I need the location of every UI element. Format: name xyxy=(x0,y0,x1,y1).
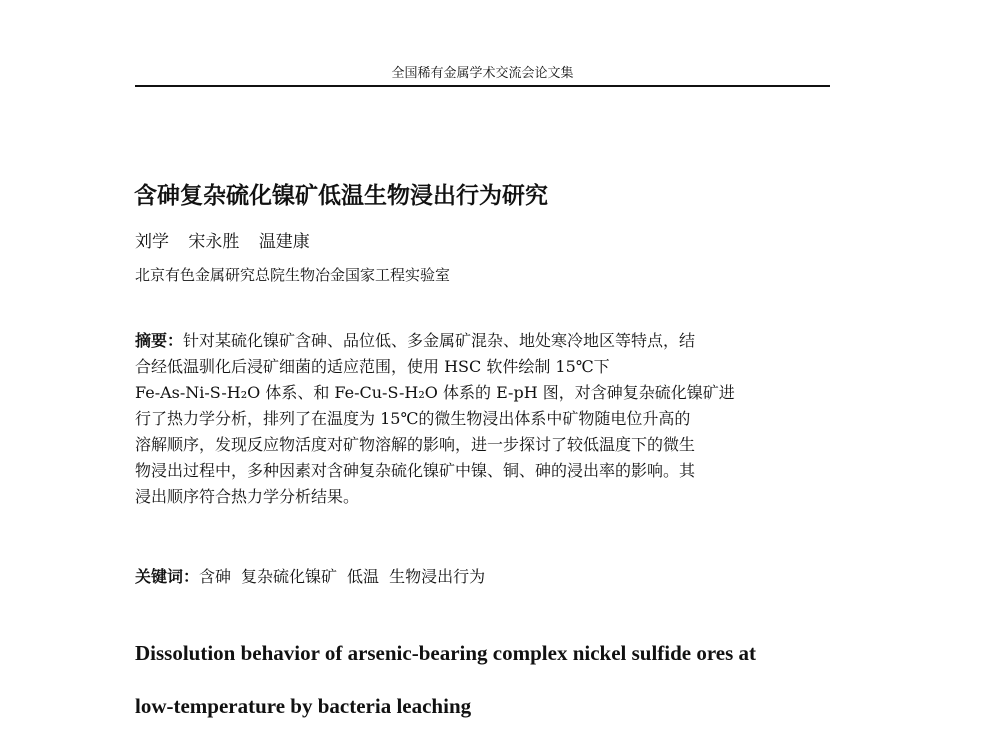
keywords xyxy=(135,566,495,588)
chinese-title: 含砷复杂硫化镍矿低温生物浸出行为研究 xyxy=(134,183,548,209)
abstract xyxy=(135,328,830,510)
english-title xyxy=(135,640,855,719)
abstract-line-text: 针对某硫化镍矿含砷、品位低、多金属矿混杂、地处寒冷地区等特点，结 xyxy=(183,331,696,350)
abstract-line: 溶解顺序，发现反应物活度对矿物溶解的影响，进一步探讨了较低温度下的微生 xyxy=(135,435,696,454)
keyword: 生物浸出行为 xyxy=(389,567,486,586)
abstract-line: 合经低温驯化后浸矿细菌的适应范围，使用 HSC 软件绘制 15℃下 xyxy=(135,357,610,376)
author-affiliation: 北京有色金属研究总院生物冶金国家工程实验室 xyxy=(135,266,451,284)
abstract-line: Fe-As-Ni-S-H₂O 体系、和 Fe-Cu-S-H₂O 体系的 E-pH 图，对含砷复杂硫化镍矿进 xyxy=(135,383,735,402)
abstract-line: 浸出顺序符合热力学分析结果。 xyxy=(135,487,360,506)
proceedings-header: 全国稀有金属学术交流会论文集 xyxy=(391,66,574,81)
abstract-line: 行了热力学分析，排列了在温度为 15℃的微生物浸出体系中矿物随电位升高的 xyxy=(135,409,691,428)
abstract-line xyxy=(135,328,830,354)
english-title-line: Dissolution behavior of arsenic-bearing complex nickel sulfide ores at xyxy=(135,641,757,665)
author-2: 宋永胜 xyxy=(188,232,240,252)
header-rule xyxy=(135,85,830,87)
author-1: 刘学 xyxy=(135,232,169,252)
keyword: 含砷 xyxy=(199,567,232,586)
english-title-line: low-temperature by bacteria leaching xyxy=(135,694,472,718)
keyword: 复杂硫化镍矿 xyxy=(241,567,338,586)
keyword: 低温 xyxy=(347,567,380,586)
author-3: 温建康 xyxy=(258,232,310,252)
author-list xyxy=(135,231,324,253)
keywords-label: 关键词： xyxy=(135,567,200,586)
abstract-label: 摘要： xyxy=(135,331,184,350)
abstract-line: 物浸出过程中，多种因素对含砷复杂硫化镍矿中镍、铜、砷的浸出率的影响。其 xyxy=(135,461,696,480)
